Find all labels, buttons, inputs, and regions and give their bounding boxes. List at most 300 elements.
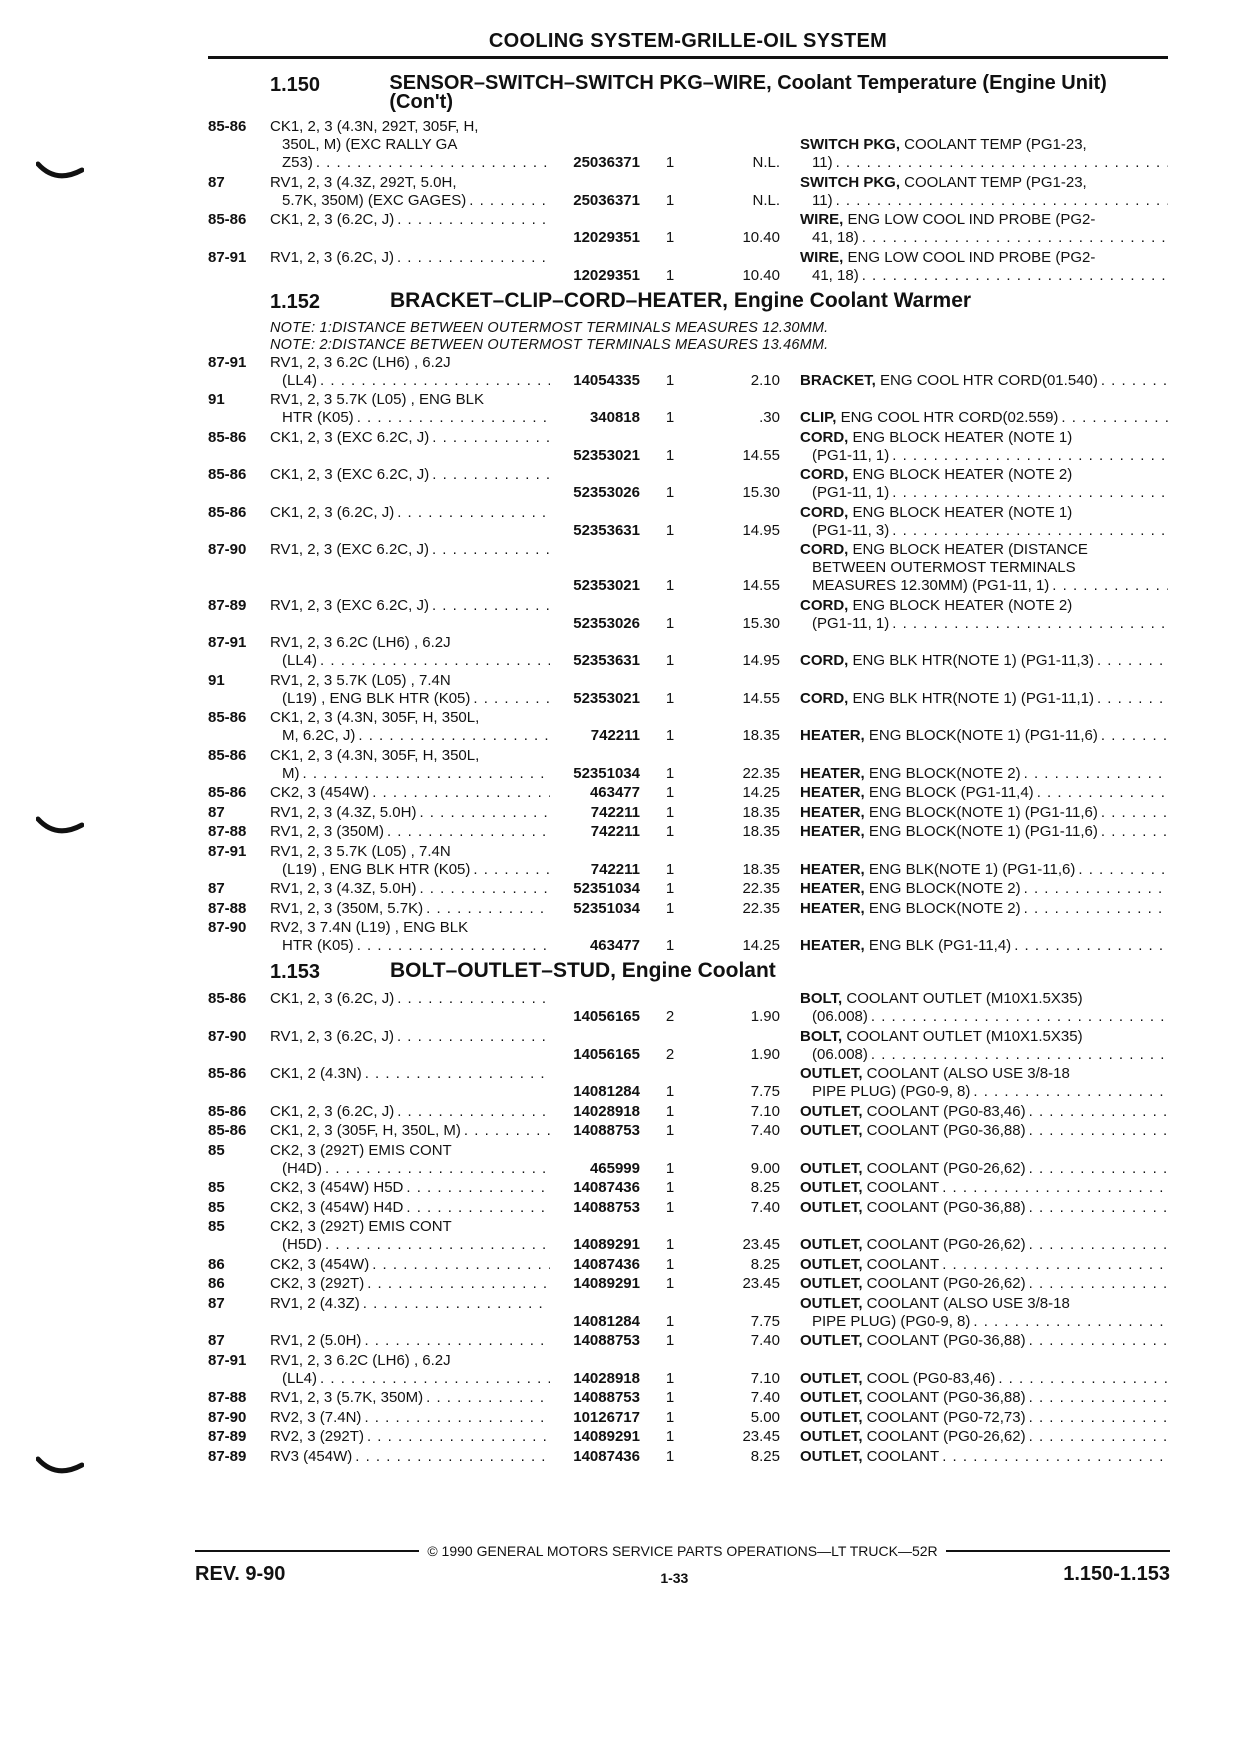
- price: 14.25: [742, 784, 780, 801]
- part-description-line: [800, 1332, 1168, 1350]
- table-row: [208, 1122, 1168, 1140]
- part-number: 14056165: [573, 1045, 640, 1063]
- price: .30: [759, 409, 780, 426]
- part-name: OUTLET,: [800, 1179, 863, 1196]
- model-year: 87-91: [208, 1351, 247, 1369]
- part-detail-text: ENG LOW COOL IND PROBE (PG2-: [847, 248, 1096, 266]
- model-year: 87-88: [208, 899, 247, 917]
- part-description-line: [800, 1199, 1168, 1217]
- part-description-line: [800, 652, 1168, 670]
- quantity: 1: [665, 1332, 675, 1349]
- table-row: [208, 900, 1168, 918]
- leader-dots: [1026, 1122, 1168, 1140]
- part-number: 12029351: [573, 229, 640, 246]
- price: 7.10: [750, 1102, 780, 1120]
- price: 14.55: [742, 577, 780, 594]
- part-description-line: [800, 597, 1168, 615]
- part-name: HEATER,: [800, 784, 865, 801]
- part-detail-text: COOLANT (ALSO USE 3/8-18: [866, 1065, 1070, 1082]
- part-name: HEATER,: [800, 803, 865, 821]
- part-description: [800, 1389, 1168, 1407]
- description-line: [270, 136, 550, 154]
- description-text: CK1, 2, 3 (4.3N, 305F, H, 350L,: [270, 746, 480, 764]
- part-detail-text: COOLANT (PG0-26,62): [866, 1159, 1026, 1177]
- description-text: 5.7K, 350M) (EXC GAGES): [282, 191, 467, 209]
- part-name: OUTLET,: [800, 1159, 863, 1177]
- part-description-line: [800, 1065, 1168, 1083]
- application-description: [270, 1065, 550, 1101]
- part-number: 14087436: [573, 1255, 640, 1273]
- section-heading: [208, 288, 1168, 314]
- section-title: SENSOR–SWITCH–SWITCH PKG–WIRE, Coolant Temperature (Engine Unit) (Con't): [389, 72, 1107, 113]
- part-number: 14054335: [573, 371, 640, 389]
- description-line: [270, 1409, 550, 1427]
- part-detail-text: ENG BLOCK (PG1-11,4): [868, 784, 1034, 801]
- part-description: [800, 1332, 1168, 1350]
- part-number: 14088753: [573, 1122, 640, 1139]
- quantity: 1: [665, 1389, 675, 1406]
- part-description-line: [800, 900, 1168, 918]
- application-description: [270, 672, 550, 708]
- section-heading: [208, 74, 1168, 112]
- quantity: 1: [665, 577, 675, 594]
- leader-dots: [317, 372, 550, 390]
- description-line: [270, 652, 550, 670]
- part-description: [800, 372, 1168, 390]
- model-year: 87-88: [208, 1389, 247, 1406]
- leader-dots: [1021, 765, 1168, 783]
- description-line: [270, 919, 550, 937]
- description-text: (LL4): [282, 652, 318, 669]
- application-description: [270, 249, 550, 285]
- description-line: [270, 990, 550, 1008]
- quantity: 1: [665, 727, 675, 744]
- description-text: CK2, 3 (454W) H4D: [270, 1198, 404, 1216]
- description-line: [270, 354, 550, 372]
- leader-dots: [1026, 1275, 1168, 1293]
- table-row: [208, 211, 1168, 247]
- description-text: RV1, 2, 3 (4.3Z, 5.0H): [270, 880, 417, 897]
- description-line: [270, 1122, 550, 1140]
- part-description: [800, 466, 1168, 502]
- part-description: [800, 1160, 1168, 1178]
- leader-dots: [1094, 652, 1168, 670]
- price: 10.40: [742, 266, 780, 284]
- price: 14.25: [742, 937, 780, 954]
- description-line: [270, 1218, 550, 1236]
- description-line: [270, 1256, 550, 1274]
- section-heading: [208, 961, 1168, 984]
- quantity: 1: [665, 1428, 675, 1445]
- part-number: 14088753: [573, 1198, 640, 1216]
- part-description: [800, 1179, 1168, 1197]
- leader-dots: [1021, 880, 1168, 898]
- leader-dots: [859, 267, 1168, 285]
- part-number: 52351034: [573, 764, 640, 782]
- part-description: [800, 690, 1168, 708]
- part-number: 52353021: [573, 689, 640, 707]
- price: 14.95: [742, 652, 780, 669]
- application-description: [270, 174, 550, 210]
- description-text: (L19) , ENG BLK HTR (K05): [282, 860, 471, 878]
- model-year: 85-86: [208, 746, 247, 764]
- table-row: [208, 1295, 1168, 1331]
- part-number: 14089291: [573, 1428, 640, 1445]
- model-year: 87-91: [208, 634, 247, 651]
- leader-dots: [394, 1103, 550, 1121]
- part-detail-text: PIPE PLUG) (PG0-9, 8): [812, 1083, 971, 1100]
- description-line: [270, 1142, 550, 1160]
- table-row: [208, 919, 1168, 955]
- section-note: NOTE: 1:DISTANCE BETWEEN OUTERMOST TERMINALS MEASURES 12.30MM.: [270, 319, 829, 336]
- price: 23.45: [742, 1275, 780, 1292]
- description-text: RV2, 3 7.4N (L19) , ENG BLK: [270, 919, 469, 936]
- description-line: [270, 1275, 550, 1293]
- part-description-line: [800, 784, 1168, 802]
- description-text: RV2, 3 (7.4N): [270, 1408, 362, 1426]
- price: 23.45: [742, 1236, 780, 1253]
- part-detail-text: COOLANT (PG0-26,62): [866, 1236, 1026, 1253]
- description-line: [270, 391, 550, 409]
- page-footer: [195, 1543, 1170, 1586]
- quantity: 1: [665, 803, 675, 821]
- part-number: 742211: [590, 823, 640, 840]
- part-description-line: [800, 429, 1168, 447]
- description-line: [270, 1332, 550, 1350]
- table-row: [208, 1199, 1168, 1217]
- application-description: [270, 919, 550, 955]
- part-description-line: [800, 541, 1168, 559]
- table-row: [208, 1275, 1168, 1293]
- description-text: RV1, 2, 3 (350M): [270, 823, 384, 840]
- table-row: [208, 391, 1168, 427]
- leader-dots: [461, 1122, 550, 1140]
- leader-dots: [995, 1370, 1168, 1388]
- part-name: OUTLET,: [800, 1408, 863, 1426]
- parts-list: [208, 68, 1168, 1467]
- price: 1.90: [750, 1008, 780, 1025]
- title-rule: [208, 56, 1168, 59]
- part-description: [800, 1275, 1168, 1293]
- leader-dots: [317, 652, 550, 670]
- leader-dots: [394, 1028, 550, 1046]
- application-description: [270, 880, 550, 898]
- description-line: [270, 880, 550, 898]
- description-text: RV1, 2 (4.3Z): [270, 1294, 360, 1312]
- table-row: [208, 1218, 1168, 1254]
- application-description: [270, 634, 550, 670]
- leader-dots: [429, 597, 550, 615]
- description-line: [270, 861, 550, 879]
- part-detail-text: COOLANT (PG0-83,46): [866, 1102, 1026, 1120]
- description-line: [270, 597, 550, 615]
- description-line: [270, 634, 550, 652]
- leader-dots: [1026, 1332, 1168, 1350]
- price: 7.75: [750, 1312, 780, 1330]
- description-text: HTR (K05): [282, 937, 354, 954]
- description-text: (LL4): [282, 371, 318, 389]
- part-name: OUTLET,: [800, 1294, 863, 1312]
- table-row: [208, 1428, 1168, 1446]
- leader-dots: [939, 1448, 1168, 1466]
- table-row: [208, 823, 1168, 841]
- part-description-line: [800, 937, 1168, 955]
- description-line: [270, 1448, 550, 1466]
- quantity: 1: [665, 371, 675, 389]
- description-text: M, 6.2C, J): [282, 727, 356, 744]
- leader-dots: [1098, 727, 1168, 745]
- leader-dots: [361, 1409, 550, 1427]
- leader-dots: [889, 522, 1168, 540]
- part-detail-text: (PG1-11, 1): [812, 484, 890, 501]
- application-description: [270, 843, 550, 879]
- table-row: [208, 249, 1168, 285]
- part-detail-text: MEASURES 12.30MM) (PG1-11, 1): [812, 577, 1050, 594]
- part-description-line: [800, 409, 1168, 427]
- price: 8.25: [750, 1255, 780, 1273]
- part-description-line: [800, 690, 1168, 708]
- model-year: 85-86: [208, 118, 247, 135]
- description-text: RV1, 2, 3 (4.3Z, 292T, 5.0H,: [270, 173, 457, 191]
- application-description: [270, 1256, 550, 1274]
- part-detail-text: COOLANT OUTLET (M10X1.5X35): [846, 990, 1083, 1007]
- part-number: 14056165: [573, 1008, 640, 1025]
- part-number: 12029351: [573, 266, 640, 284]
- leader-dots: [394, 211, 550, 229]
- part-number: 52353631: [573, 521, 640, 539]
- part-detail-text: 11): [812, 154, 833, 171]
- part-number: 10126717: [573, 1408, 640, 1426]
- part-description-line: [800, 1256, 1168, 1274]
- part-detail-text: COOLANT (PG0-26,62): [866, 1275, 1026, 1292]
- description-line: [270, 1103, 550, 1121]
- part-description-line: [800, 765, 1168, 783]
- part-description: [800, 1103, 1168, 1121]
- part-description-line: [800, 1083, 1168, 1101]
- model-year: 85-86: [208, 1122, 247, 1139]
- table-row: [208, 880, 1168, 898]
- leader-dots: [429, 541, 550, 559]
- leader-dots: [466, 192, 550, 210]
- description-line: [270, 1352, 550, 1370]
- part-number: 52351034: [573, 880, 640, 897]
- part-number: 742211: [590, 860, 640, 878]
- part-description-line: [800, 727, 1168, 745]
- table-row: [208, 118, 1168, 172]
- description-line: [270, 118, 550, 136]
- part-detail-text: COOLANT: [866, 1255, 940, 1273]
- price: 22.35: [742, 899, 780, 917]
- part-description-line: [800, 1448, 1168, 1466]
- table-row: [208, 1142, 1168, 1178]
- part-name: HEATER,: [800, 880, 865, 897]
- part-name: OUTLET,: [800, 1447, 863, 1465]
- description-line: [270, 843, 550, 861]
- part-name: CORD,: [800, 596, 849, 614]
- part-description-line: [800, 559, 1168, 577]
- part-description: [800, 1256, 1168, 1274]
- part-number: 14028918: [573, 1102, 640, 1120]
- part-description-line: [800, 861, 1168, 879]
- description-line: [270, 784, 550, 802]
- part-description: [800, 804, 1168, 822]
- application-description: [270, 1142, 550, 1178]
- part-description-line: [800, 880, 1168, 898]
- part-name: HEATER,: [800, 899, 865, 917]
- leader-dots: [939, 1179, 1168, 1197]
- quantity: 1: [665, 1102, 675, 1120]
- part-description: [800, 174, 1168, 210]
- binder-hole-mark: [36, 160, 84, 184]
- table-row: [208, 990, 1168, 1026]
- part-description-line: [800, 504, 1168, 522]
- leader-dots: [394, 504, 550, 522]
- part-description-line: [800, 229, 1168, 247]
- description-text: CK2, 3 (292T): [270, 1275, 365, 1292]
- model-year: 87-91: [208, 353, 247, 371]
- part-description: [800, 861, 1168, 879]
- part-number: 52353021: [573, 446, 640, 464]
- part-description-line: [800, 447, 1168, 465]
- section-title: BOLT–OUTLET–STUD, Engine Coolant: [390, 959, 776, 982]
- part-name: OUTLET,: [800, 1389, 863, 1406]
- quantity: 1: [665, 1447, 675, 1465]
- description-line: [270, 1179, 550, 1197]
- quantity: 1: [665, 1122, 675, 1139]
- part-name: OUTLET,: [800, 1065, 863, 1082]
- table-row: [208, 1352, 1168, 1388]
- quantity: 2: [665, 1045, 675, 1063]
- leader-dots: [384, 823, 550, 841]
- description-text: RV1, 2, 3 (6.2C, J): [270, 1027, 394, 1045]
- leader-dots: [470, 861, 550, 879]
- leader-dots: [361, 1332, 550, 1350]
- application-description: [270, 211, 550, 247]
- part-description: [800, 249, 1168, 285]
- part-number: 463477: [589, 937, 640, 954]
- leader-dots: [1026, 1103, 1168, 1121]
- leader-dots: [868, 1046, 1168, 1064]
- description-line: [270, 466, 550, 484]
- part-description-line: [800, 1409, 1168, 1427]
- model-year: 87: [208, 803, 225, 821]
- part-name: CORD,: [800, 428, 849, 446]
- leader-dots: [403, 1199, 550, 1217]
- description-line: [270, 174, 550, 192]
- part-description-line: [800, 615, 1168, 633]
- quantity: 1: [665, 652, 675, 669]
- leader-dots: [354, 937, 550, 955]
- price: 7.40: [750, 1198, 780, 1216]
- quantity: 1: [665, 266, 675, 284]
- price: 9.00: [750, 1159, 780, 1177]
- quantity: 1: [665, 823, 675, 840]
- description-line: [270, 192, 550, 210]
- part-detail-text: COOLANT TEMP (PG1-23,: [904, 136, 1087, 153]
- application-description: [270, 118, 550, 172]
- part-detail-text: ENG COOL HTR CORD(02.559): [840, 409, 1059, 426]
- table-row: [208, 354, 1168, 390]
- part-description: [800, 429, 1168, 465]
- part-description: [800, 597, 1168, 633]
- leader-dots: [1026, 1428, 1168, 1446]
- description-text: RV1, 2, 3 (EXC 6.2C, J): [270, 541, 429, 558]
- part-detail-text: ENG BLOCK HEATER (NOTE 1): [852, 428, 1073, 446]
- model-year: 87-89: [208, 596, 247, 614]
- application-description: [270, 1199, 550, 1217]
- application-description: [270, 1103, 550, 1121]
- price: 7.40: [750, 1332, 780, 1349]
- part-description-line: [800, 577, 1168, 595]
- quantity: 1: [665, 1275, 675, 1292]
- part-detail-text: ENG BLK(NOTE 1) (PG1-11,6): [868, 860, 1076, 878]
- price: 22.35: [742, 764, 780, 782]
- part-name: SWITCH PKG,: [800, 136, 900, 153]
- part-description: [800, 880, 1168, 898]
- application-description: [270, 823, 550, 841]
- section-range: 1.150-1.153: [1063, 1563, 1170, 1585]
- part-detail-text: ENG BLOCK HEATER (NOTE 1): [852, 503, 1073, 521]
- leader-dots: [1011, 937, 1168, 955]
- description-text: CK1, 2, 3 (6.2C, J): [270, 1102, 395, 1120]
- part-name: CORD,: [800, 652, 849, 669]
- price: 8.25: [750, 1447, 780, 1465]
- part-detail-text: (06.008): [812, 1045, 868, 1063]
- description-text: (H5D): [282, 1236, 322, 1253]
- leader-dots: [394, 990, 550, 1008]
- price: 7.10: [750, 1369, 780, 1387]
- part-number: 25036371: [573, 154, 640, 171]
- model-year: 87-91: [208, 248, 247, 266]
- table-row: [208, 504, 1168, 540]
- part-detail-text: ENG BLK HTR(NOTE 1) (PG1-11,3): [852, 652, 1094, 669]
- part-name: OUTLET,: [800, 1332, 863, 1349]
- part-number: 14081284: [573, 1083, 640, 1100]
- part-detail-text: ENG BLOCK(NOTE 2): [868, 880, 1021, 897]
- description-text: RV1, 2, 3 5.7K (L05) , ENG BLK: [270, 391, 484, 408]
- part-description: [800, 900, 1168, 918]
- part-detail-text: COOLANT (ALSO USE 3/8-18: [866, 1294, 1070, 1312]
- price: 18.35: [742, 860, 780, 878]
- quantity: 1: [665, 229, 675, 246]
- binder-hole-mark: [36, 815, 84, 839]
- description-line: [270, 1199, 550, 1217]
- part-detail-text: ENG BLOCK(NOTE 1) (PG1-11,6): [868, 727, 1098, 744]
- price: 14.55: [742, 446, 780, 464]
- table-row: [208, 804, 1168, 822]
- model-year: 87-89: [208, 1447, 247, 1465]
- description-text: CK2, 3 (454W) H5D: [270, 1179, 404, 1196]
- part-description-line: [800, 804, 1168, 822]
- model-year: 85-86: [208, 503, 247, 521]
- application-description: [270, 709, 550, 745]
- part-description-line: [800, 1046, 1168, 1064]
- description-text: CK2, 3 (292T) EMIS CONT: [270, 1218, 452, 1235]
- description-line: [270, 709, 550, 727]
- leader-dots: [429, 466, 550, 484]
- part-detail-text: ENG BLOCK(NOTE 2): [868, 899, 1021, 917]
- description-text: (H4D): [282, 1159, 322, 1177]
- part-detail-text: ENG COOL HTR CORD(01.540): [880, 371, 1098, 389]
- part-name: WIRE,: [800, 248, 844, 266]
- price: 22.35: [742, 880, 780, 897]
- part-number: 463477: [589, 784, 640, 801]
- leader-dots: [889, 615, 1168, 633]
- leader-dots: [1026, 1199, 1168, 1217]
- part-description-line: [800, 1103, 1168, 1121]
- description-line: [270, 804, 550, 822]
- part-number: 14089291: [573, 1236, 640, 1253]
